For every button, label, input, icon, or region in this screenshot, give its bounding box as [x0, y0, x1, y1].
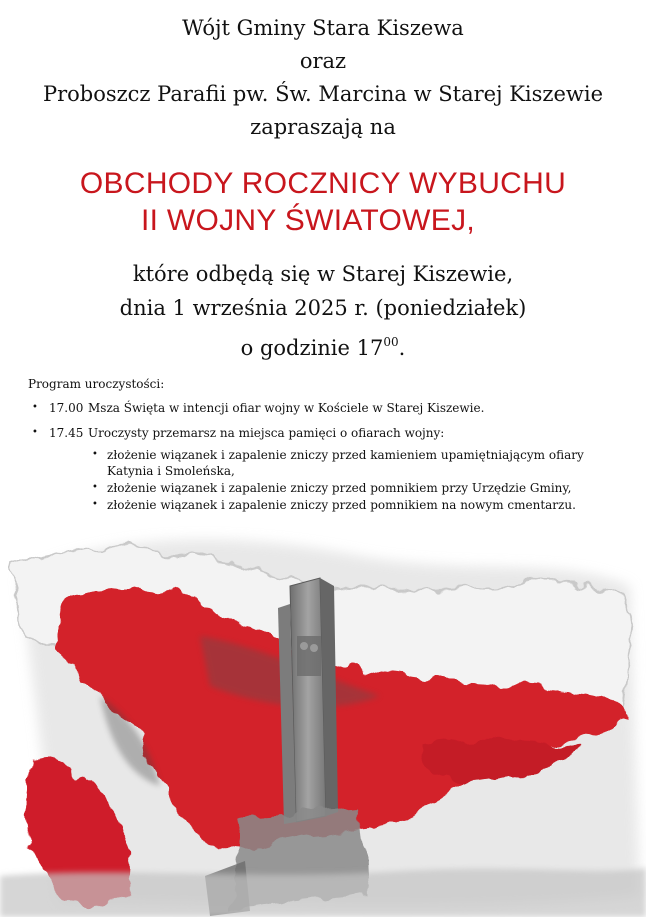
event-time-prefix: o godzinie 17: [240, 336, 384, 360]
program-list: [28, 400, 618, 513]
program: [28, 376, 618, 522]
event-title: [0, 165, 646, 239]
event-time: [0, 325, 646, 365]
program-subitem: • złożenie wiązanek i zapalenie zniczy przed kamieniem upamiętniającym ofiary Katynia i Smoleńska,: [92, 447, 618, 479]
flag-monument-illustration: [0, 516, 646, 917]
program-item: [32, 400, 618, 416]
event-location: które odbędą się w Starej Kiszewie,: [132, 262, 514, 286]
program-title: Program uroczystości:: [28, 377, 165, 391]
event-date: dnia 1 września 2025 r. (poniedziałek): [119, 296, 527, 320]
program-item: [32, 425, 618, 513]
program-item-time: 17.45: [49, 426, 84, 440]
program-item-text: Uroczysty przemarsz na miejsca pamięci o ofiarach wojny:: [88, 426, 445, 440]
invite-text: zapraszają na: [250, 115, 396, 139]
program-subitem: • złożenie wiązanek i zapalenie zniczy przed pomnikiem przy Urzędzie Gminy,: [92, 480, 618, 496]
header: [0, 12, 646, 144]
program-item-text: Msza Święta w intencji ofiar wojny w Kościele w Starej Kiszewie.: [88, 401, 485, 415]
event-details: [0, 257, 646, 365]
ground-texture: [0, 868, 646, 917]
event-time-suffix: .: [398, 336, 406, 360]
conjunction: oraz: [299, 49, 347, 73]
event-title-line2: II WOJNY ŚWIATOWEJ,: [140, 204, 476, 237]
event-title-line1: OBCHODY ROCZNICY WYBUCHU: [79, 167, 567, 200]
organizer-wojt: Wójt Gminy Stara Kiszewa: [182, 16, 464, 40]
organizer-proboszcz: Proboszcz Parafii pw. Św. Marcina w Starej Kiszewie: [42, 82, 604, 106]
program-subitem: • złożenie wiązanek i zapalenie zniczy przed pomnikiem na nowym cmentarzu.: [92, 497, 618, 513]
program-item-time: 17.00: [49, 401, 84, 415]
program-sublist: [49, 447, 618, 513]
event-time-minutes: 00: [383, 335, 399, 349]
